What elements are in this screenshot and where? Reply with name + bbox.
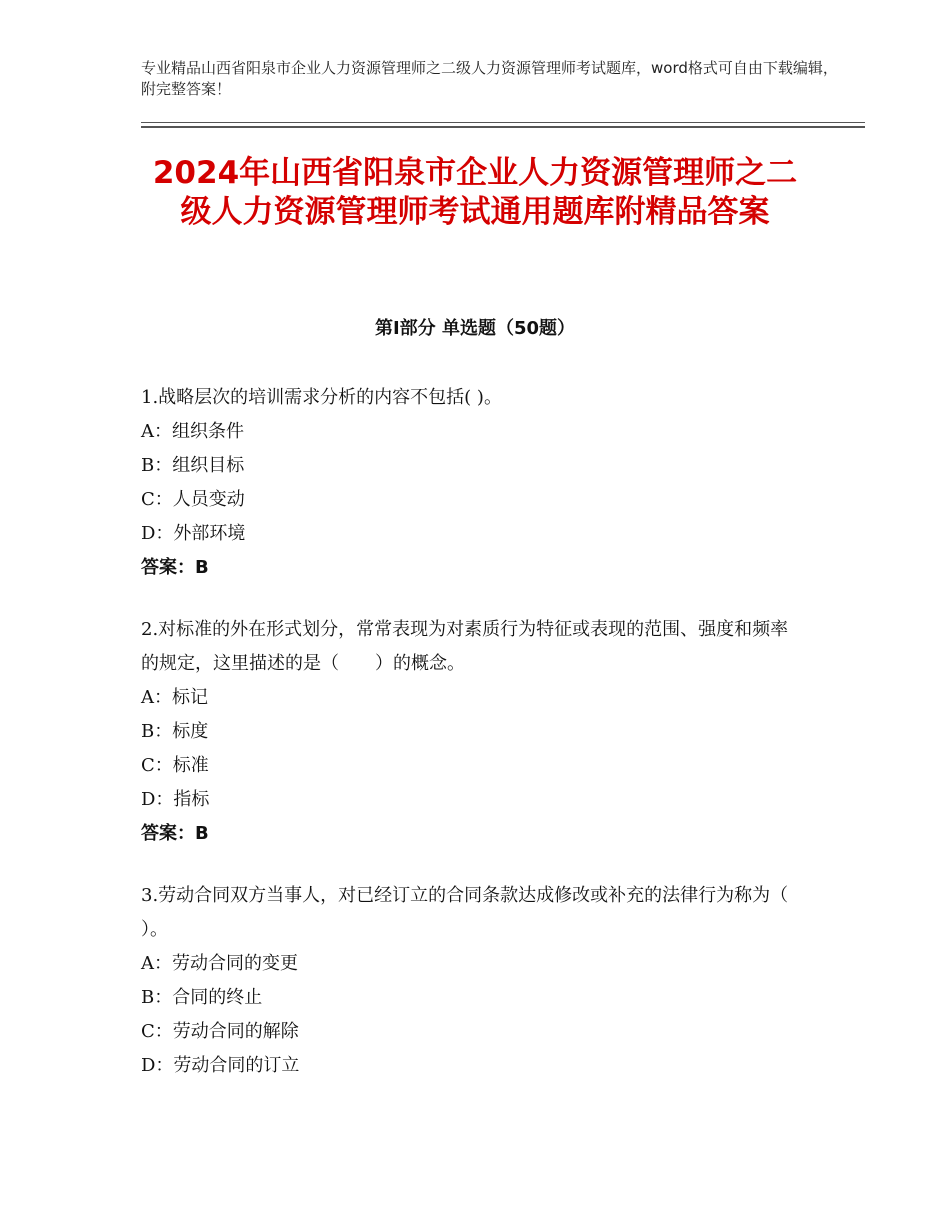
answer: 答案：B bbox=[141, 557, 209, 578]
option-a: A：劳动合同的变更 bbox=[141, 953, 298, 974]
question-list bbox=[141, 381, 801, 1111]
header-divider-thick bbox=[141, 126, 865, 128]
question-stem: 1.战略层次的培训需求分析的内容不包括( )。 bbox=[141, 387, 502, 408]
section-title: 第Ⅰ部分 单选题（50题） bbox=[374, 318, 575, 339]
header-note: 专业精品山西省阳泉市企业人力资源管理师之二级人力资源管理师考试题库，word格式可自由下载编辑，附完整答案！ bbox=[141, 59, 838, 98]
question-1 bbox=[141, 381, 801, 585]
question-2 bbox=[141, 613, 801, 851]
question-3 bbox=[141, 879, 801, 1083]
option-a: A：组织条件 bbox=[141, 421, 244, 442]
option-b: B：标度 bbox=[141, 721, 209, 742]
question-stem: 3.劳动合同双方当事人，对已经订立的合同条款达成修改或补充的法律行为称为（ ）。 bbox=[141, 885, 789, 940]
option-a: A：标记 bbox=[141, 687, 208, 708]
option-c: C：人员变动 bbox=[141, 489, 245, 510]
option-b: B：组织目标 bbox=[141, 455, 245, 476]
option-d: D：外部环境 bbox=[141, 523, 246, 544]
option-d: D：劳动合同的订立 bbox=[141, 1055, 300, 1076]
option-b: B：合同的终止 bbox=[141, 987, 263, 1008]
option-d: D：指标 bbox=[141, 789, 210, 810]
answer: 答案：B bbox=[141, 823, 209, 844]
option-c: C：标准 bbox=[141, 755, 209, 776]
question-stem: 2.对标准的外在形式划分，常常表现为对素质行为特征或表现的范围、强度和频率的规定，这里描述的是（ ）的概念。 bbox=[141, 619, 789, 674]
document-title: 2024年山西省阳泉市企业人力资源管理师之二级人力资源管理师考试通用题库附精品答案 bbox=[152, 155, 798, 230]
option-c: C：劳动合同的解除 bbox=[141, 1021, 299, 1042]
header-divider bbox=[141, 122, 865, 123]
